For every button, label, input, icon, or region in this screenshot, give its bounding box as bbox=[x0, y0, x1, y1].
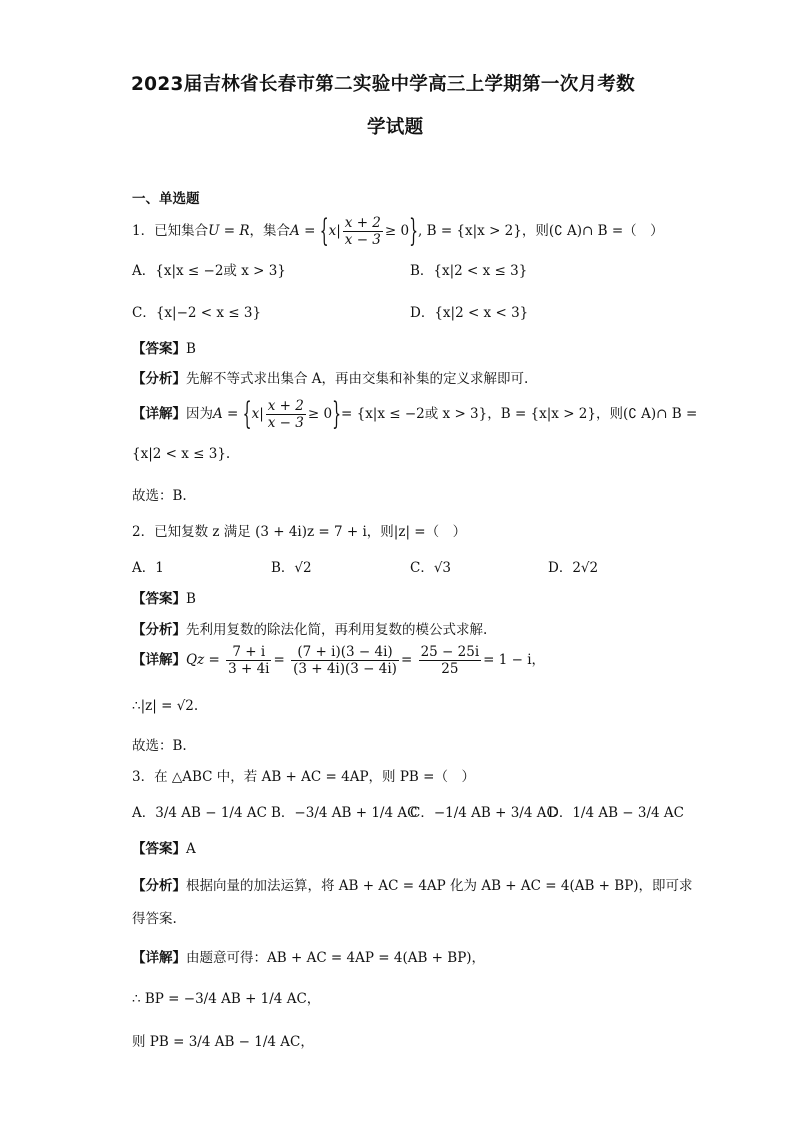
q3-stem: 3．在 △ABC 中，若 AB + AC = 4AP，则 PB =（ ） bbox=[132, 769, 475, 785]
q2-analysis: 【分析】先利用复数的除法化简，再利用复数的模公式求解. bbox=[132, 622, 488, 638]
q3-detail: 【详解】由题意可得：AB + AC = 4AP = 4(AB + BP)， bbox=[132, 950, 486, 966]
q1-answer: 【答案】B bbox=[132, 341, 196, 357]
q2-option-d: D．2√2 bbox=[548, 560, 599, 576]
q3-answer: 【答案】A bbox=[132, 841, 196, 857]
q2-option-a: A．1 bbox=[132, 560, 164, 576]
q3-detail-line2: ∴ BP = −3/4 AB + 1/4 AC， bbox=[132, 991, 321, 1007]
q1-option-c: C．{x|−2 < x ≤ 3} bbox=[132, 305, 262, 321]
q1-option-b: B．{x|2 < x ≤ 3} bbox=[410, 263, 528, 279]
q1-option-d: D．{x|2 < x < 3} bbox=[410, 305, 529, 321]
q3-option-b: B．−3/4 AB + 1/4 AC bbox=[271, 805, 418, 821]
q2-answer: 【答案】B bbox=[132, 591, 196, 607]
q1-choose: 故选：B. bbox=[132, 488, 187, 504]
q2-option-c: C．√3 bbox=[410, 560, 452, 576]
q1-option-a: A．{x|x ≤ −2或 x > 3} bbox=[132, 263, 286, 279]
doc-title-line2: 学试题 bbox=[367, 117, 424, 138]
q3-detail-line3: 则 PB = 3/4 AB − 1/4 AC， bbox=[132, 1034, 314, 1050]
q2-detail: 【详解】Qz = $\frac{7 + i}{3 + 4i}$ = $\frac{(7 + i)(3 - 4i)}{(3 + 4i)(3 - 4i)}$ = $\frac{25 - 25i}{25}$ = 1 − i， bbox=[132, 644, 546, 677]
q1-detail: 【详解】因为A = {x| $\frac{x + 2}{x - 3}$ ≥ 0}= {x|x ≤ −2或 x > 3}，B = {x|x > 2}，则(∁ A)∩ B = bbox=[132, 396, 698, 433]
q2-detail-cont: ∴|z| = √2. bbox=[132, 698, 199, 714]
section-heading: 一、单选题 bbox=[132, 191, 200, 207]
q1-detail-cont: {x|2 < x ≤ 3}. bbox=[132, 446, 231, 462]
q3-option-d: D．1/4 AB − 3/4 AC bbox=[548, 805, 685, 821]
q3-analysis-cont: 得答案. bbox=[132, 911, 177, 927]
q1-analysis: 【分析】先解不等式求出集合 A，再由交集和补集的定义求解即可. bbox=[132, 371, 529, 387]
doc-title-line1: 2023届吉林省长春市第二实验中学高三上学期第一次月考数 bbox=[131, 74, 635, 95]
q1-stem: 1．已知集合U = R，集合A = {x| $\frac{x + 2}{x - 3}$ ≥ 0}, B = {x|x > 2}，则(∁ A)∩ B =（ ） bbox=[132, 213, 664, 250]
q3-option-c: C．−1/4 AB + 3/4 AC bbox=[410, 805, 557, 821]
q2-option-b: B．√2 bbox=[271, 560, 312, 576]
q3-analysis: 【分析】根据向量的加法运算，将 AB + AC = 4AP 化为 AB + AC = 4(AB + BP)，即可求 bbox=[132, 878, 693, 894]
q2-choose: 故选：B. bbox=[132, 738, 187, 754]
q3-option-a: A．3/4 AB − 1/4 AC bbox=[132, 805, 267, 821]
q2-stem: 2．已知复数 z 满足 (3 + 4i)z = 7 + i，则|z| =（ ） bbox=[132, 524, 467, 540]
